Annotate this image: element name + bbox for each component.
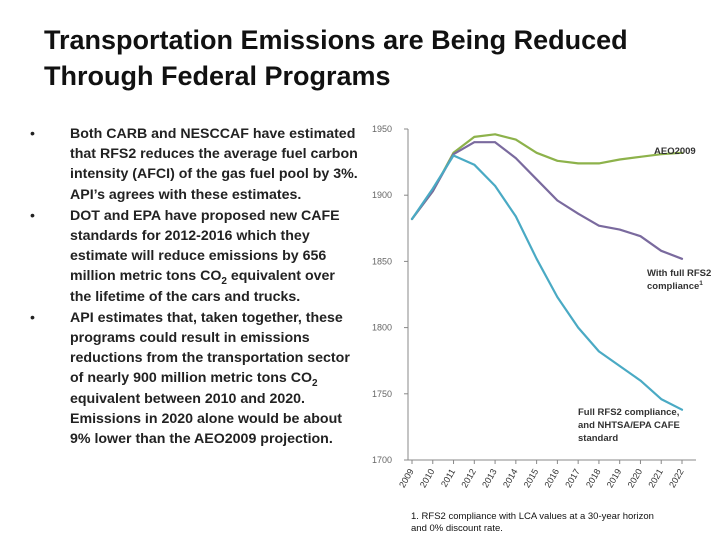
x-tick-label: 2016 [542,467,562,490]
data-point [681,409,683,411]
series-line-1 [412,134,682,219]
y-tick-label: 1750 [371,388,392,399]
x-tick-label: 2022 [667,467,686,490]
data-point [640,235,642,237]
series-line-3 [412,156,682,410]
data-point [515,157,517,159]
x-tick-label: 2020 [625,467,645,490]
y-tick-label: 1900 [371,190,392,201]
bullet-item [30,308,360,449]
bullet-item [30,124,360,205]
data-point [536,178,538,180]
data-point [494,141,496,143]
data-point [598,163,600,165]
bullet-item [30,206,360,307]
x-tick-label: 2012 [459,467,479,490]
footnote-line-1: 1. RFS2 compliance with LCA values at a 30-year horizon [411,511,654,522]
data-point [473,136,475,138]
x-tick-label: 2014 [500,467,520,490]
data-point [619,365,621,367]
data-point [557,296,559,298]
x-tick-label: 2018 [583,467,603,490]
bullet-text: equivalent over the lifetime of the cars and trucks. [70,268,335,305]
series-label-aeo2009: AEO2009 [654,146,696,157]
series-label-combined-line1: Full RFS2 compliance, [578,407,680,418]
series-label-rfs2-line2: compliance$^1$ [647,280,703,292]
series-label-combined-line3: standard [578,433,619,444]
data-point [557,200,559,202]
data-point [432,188,434,190]
title-line-1: Transportation Emissions are Being Reduced [44,25,628,55]
data-point [536,258,538,260]
slide-title [44,22,684,94]
bullet-marker: • [30,309,35,326]
bullet-marker: • [30,126,35,142]
data-point [577,163,579,165]
bullet-list [30,124,360,450]
x-tick-label: 2011 [438,467,458,489]
bullet-text: equivalent between 2010 and 2020. Emissions in 2020 alone would be about 9% lower than the AEO2009 projection. [70,390,342,448]
bullet-text: DOT and EPA have proposed new CAFE standards for 2012-2016 which they estimate will reduce emissions by 656 million metric tons CO [70,207,340,285]
superscript: 1 [699,280,703,287]
data-point [660,398,662,400]
data-point [453,155,455,157]
bullet-text: Both CARB and NESCCAF have estimated that RFS2 reduces the average fuel carbon intensity (AFCI) of the gas fuel pool by 3%. API’s agrees with these estimates. [70,126,358,203]
data-point [598,225,600,227]
data-point [619,159,621,161]
bullet-marker: • [30,207,35,224]
data-point [494,185,496,187]
x-tick-label: 2021 [646,467,665,490]
title-line-2: Through Federal Programs [44,61,391,91]
data-point [577,213,579,215]
x-tick-label: 2009 [397,467,416,490]
x-tick-label: 2015 [521,467,541,490]
y-tick-label: 1950 [371,124,392,134]
x-tick-label: 2010 [417,467,437,490]
data-point [411,218,413,220]
footnote [411,511,701,535]
data-point [473,141,475,143]
series-label-combined-line2: and NHTSA/EPA CAFE [578,420,680,431]
data-point [536,152,538,154]
x-tick-label: 2013 [480,467,499,490]
x-tick-label: 2019 [604,467,624,490]
subscript: 2 [221,276,227,288]
data-point [515,139,517,141]
data-point [619,229,621,231]
y-tick-label: 1850 [371,256,392,267]
series-label-rfs2-line1: With full RFS2 [647,268,712,279]
data-point [681,258,683,260]
data-point [473,164,475,166]
data-point [557,160,559,162]
data-point [640,380,642,382]
data-point [598,351,600,353]
data-point [640,156,642,158]
chart-svg [364,116,712,500]
data-point [577,327,579,329]
footnote-line-2: and 0% discount rate. [411,523,503,534]
bullet-text: API estimates that, taken together, these programs could result in emissions reductions from the transportation sector of nearly 900 million metric tons CO [70,309,350,387]
data-point [660,250,662,252]
data-point [515,216,517,218]
subscript: 2 [312,378,318,390]
y-tick-label: 1700 [371,455,392,465]
y-tick-label: 1800 [371,322,392,333]
data-point [494,133,496,135]
series-line-2 [412,142,682,259]
x-tick-label: 2017 [563,467,582,490]
emissions-chart [364,116,712,500]
